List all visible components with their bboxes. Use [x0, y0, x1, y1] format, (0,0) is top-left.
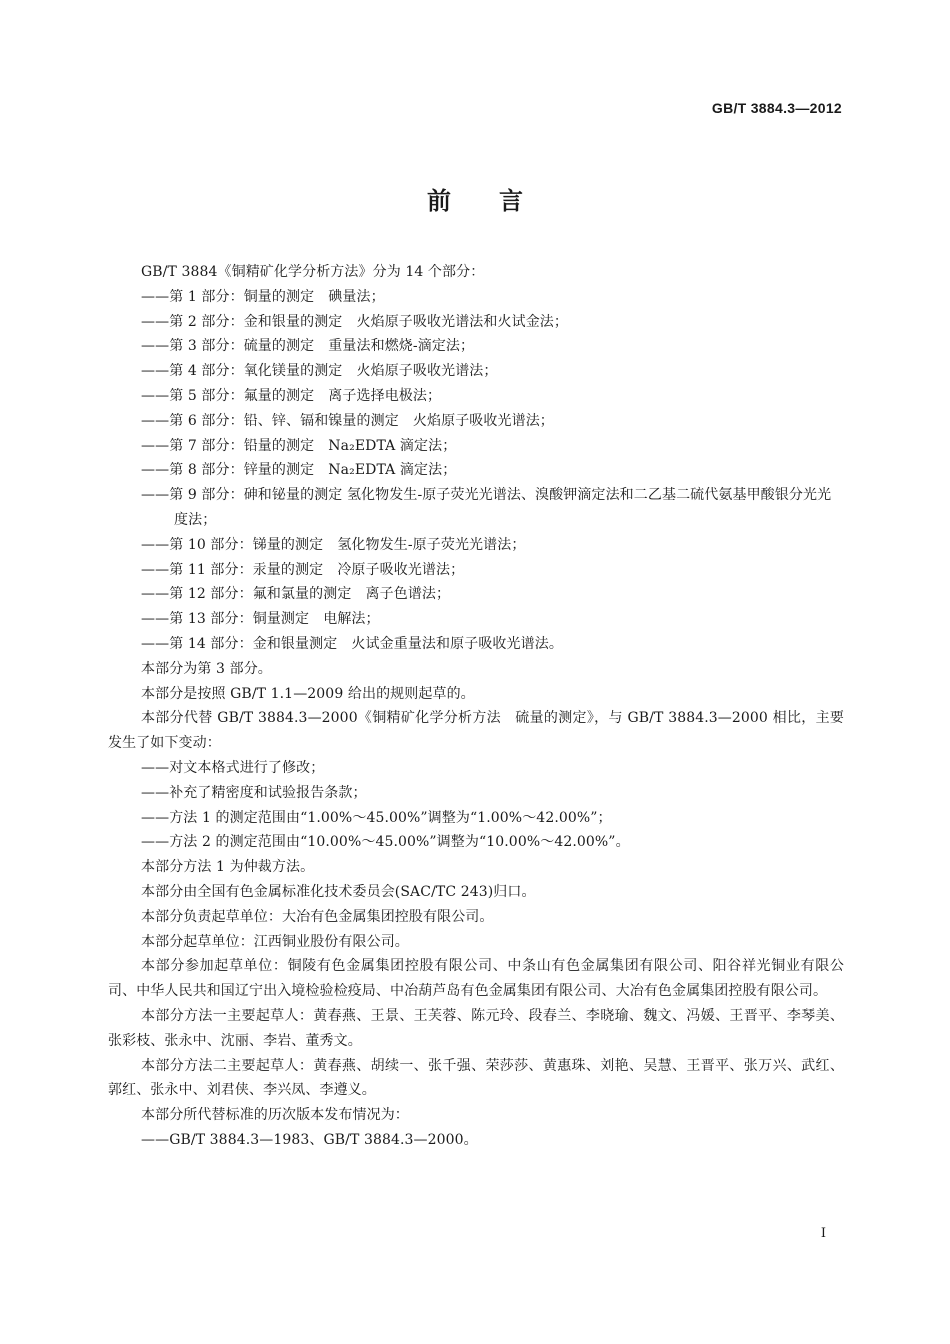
document-body	[108, 260, 844, 1153]
part-item-11: ——第 11 部分：汞量的测定 冷原子吸收光谱法；	[141, 561, 465, 578]
part-item-2: ——第 2 部分：金和银量的测定 火焰原子吸收光谱法和火试金法；	[141, 313, 569, 330]
part-item-9: ——第 9 部分：砷和铋量的测定 氢化物发生-原子荧光光谱法、溴酸钾滴定法和二乙基二硫代氨基甲酸银分光光度法；	[141, 487, 832, 528]
history-item: ——GB/T 3884.3—1983、GB/T 3884.3—2000。	[141, 1131, 478, 1148]
part-item-10: ——第 10 部分：锑量的测定 氢化物发生-原子荧光光谱法；	[141, 536, 526, 553]
arbitration-paragraph: 本部分方法 1 为仲裁方法。	[141, 859, 315, 876]
part-item-4: ——第 4 部分：氧化镁量的测定 火焰原子吸收光谱法；	[141, 363, 498, 380]
part-item-13: ——第 13 部分：铜量测定 电解法；	[141, 611, 380, 628]
part-item-6: ——第 6 部分：铅、锌、镉和镍量的测定 火焰原子吸收光谱法；	[141, 412, 554, 429]
part-item-3: ——第 3 部分：硫量的测定 重量法和燃烧-滴定法；	[141, 338, 475, 355]
drafters-method-1-paragraph: 本部分方法一主要起草人：黄春燕、王景、王芙蓉、陈元玲、段春兰、李晓瑜、魏文、冯媛、王晋平、李琴美、张彩枝、张永中、沈丽、李岩、董秀文。	[108, 1007, 844, 1049]
change-item-4: ——方法 2 的测定范围由“10.00%～45.00%”调整为“10.00%～42.00%”。	[141, 834, 630, 851]
history-paragraph: 本部分所代替标准的历次版本发布情况为：	[141, 1107, 409, 1124]
change-item-1: ——对文本格式进行了修改；	[141, 759, 325, 776]
page-title: 前 言	[427, 187, 523, 215]
part-item-5: ——第 5 部分：氟量的测定 离子选择电极法；	[141, 387, 442, 404]
this-part-paragraph: 本部分为第 3 部分。	[141, 660, 272, 677]
intro-paragraph: GB/T 3884《铜精矿化学分析方法》分为 14 个部分：	[141, 264, 485, 280]
part-item-1: ——第 1 部分：铜量的测定 碘量法；	[141, 288, 385, 305]
participating-units-paragraph: 本部分参加起草单位：铜陵有色金属集团控股有限公司、中条山有色金属集团有限公司、阳谷祥光铜业有限公司、中华人民共和国辽宁出入境检验检疫局、中冶葫芦岛有色金属集团有限公司、大冶有色金属集团控股有限公司。	[108, 958, 844, 1000]
drafters-method-2-paragraph: 本部分方法二主要起草人：黄春燕、胡续一、张千强、荣莎莎、黄惠珠、刘艳、吴慧、王晋平、张万兴、武红、郭红、张永中、刘君侠、李兴凤、李遵义。	[108, 1057, 844, 1099]
change-item-3: ——方法 1 的测定范围由“1.00%～45.00%”调整为“1.00%～42.00%”；	[141, 809, 612, 826]
centralized-paragraph: 本部分由全国有色金属标准化技术委员会(SAC/TC 243)归口。	[141, 883, 536, 900]
responsible-unit-paragraph: 本部分负责起草单位：大冶有色金属集团控股有限公司。	[141, 908, 494, 925]
part-item-14: ——第 14 部分：金和银量测定 火试金重量法和原子吸收光谱法。	[141, 635, 563, 652]
part-item-12: ——第 12 部分：氟和氯量的测定 离子色谱法；	[141, 586, 451, 603]
part-item-7: ——第 7 部分：铅量的测定 Na₂EDTA 滴定法；	[141, 437, 457, 454]
replaces-paragraph: 本部分代替 GB/T 3884.3—2000《铜精矿化学分析方法 硫量的测定》，与 GB/T 3884.3—2000 相比，主要发生了如下变动：	[108, 710, 844, 752]
drafting-unit-paragraph: 本部分起草单位：江西铜业股份有限公司。	[141, 933, 409, 950]
change-item-2: ——补充了精密度和试验报告条款；	[141, 784, 367, 801]
page-number: I	[820, 1226, 826, 1241]
standard-code: GB/T 3884.3—2012	[711, 100, 842, 116]
drafted-paragraph: 本部分是按照 GB/T 1.1—2009 给出的规则起草的。	[141, 685, 475, 702]
part-item-8: ——第 8 部分：锌量的测定 Na₂EDTA 滴定法；	[141, 462, 457, 479]
